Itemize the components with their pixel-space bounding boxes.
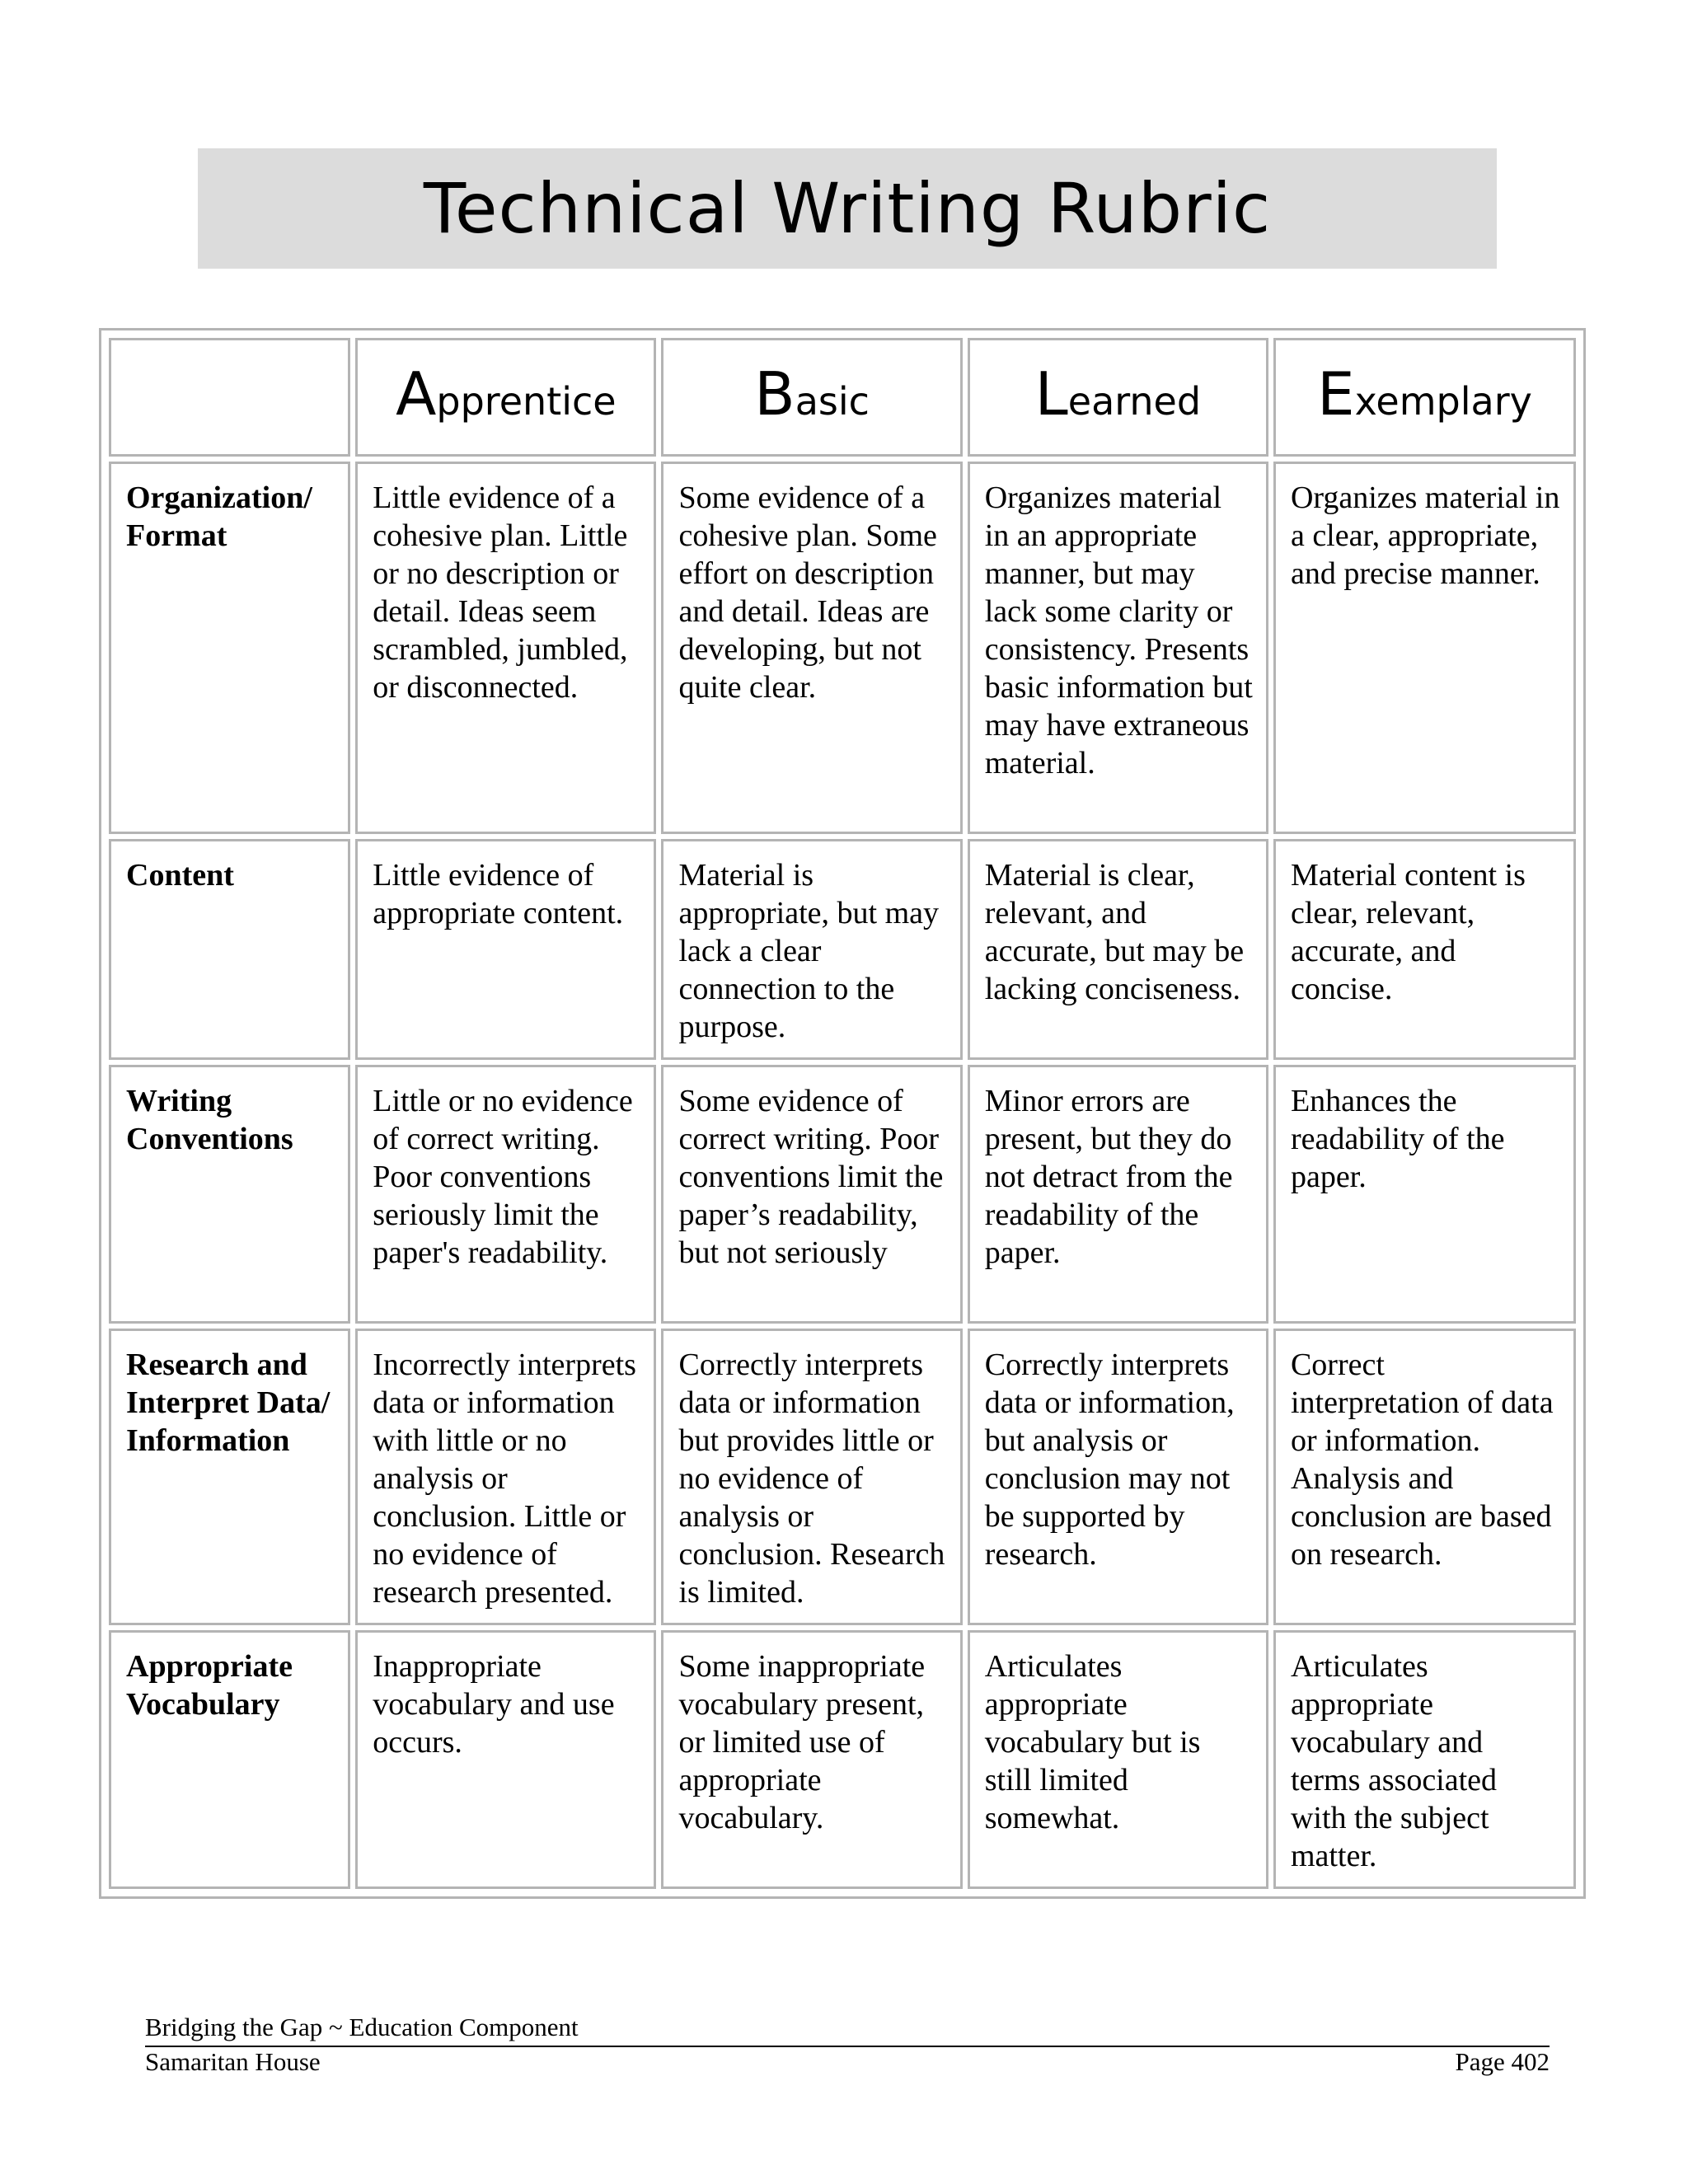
header-corner-cell	[109, 338, 350, 457]
level-header-basic	[661, 338, 962, 457]
table-row	[109, 1329, 1576, 1625]
rubric-cell: Some evidence of a cohesive plan. Some effort on description and detail. Ideas are developing, but not quite clear.	[661, 462, 962, 834]
table-row	[109, 1630, 1576, 1889]
rubric-cell: Organizes material in a clear, appropriate, and precise manner.	[1273, 462, 1576, 834]
rubric-cell: Some inappropriate vocabulary present, or limited use of appropriate vocabulary.	[661, 1630, 962, 1889]
criterion-research-interpret-data: Research and Interpret Data/ Information	[109, 1329, 350, 1625]
level-header-exemplary	[1273, 338, 1576, 457]
rubric-cell: Material is clear, relevant, and accurate, but may be lacking conciseness.	[968, 839, 1268, 1060]
rubric-cell: Correctly interprets data or information but provides little or no evidence of analysis or conclusion. Research is limited.	[661, 1329, 962, 1625]
rubric-cell: Minor errors are present, but they do not detract from the readability of the paper.	[968, 1065, 1268, 1324]
rubric-cell: Correct interpretation of data or information. Analysis and conclusion are based on research.	[1273, 1329, 1576, 1625]
page-title: Technical Writing Rubric	[423, 168, 1272, 249]
level-header-learned	[968, 338, 1268, 457]
table-row	[109, 1065, 1576, 1324]
criterion-content: Content	[109, 839, 350, 1060]
level-label: Learned	[1034, 359, 1202, 429]
rubric-cell: Incorrectly interprets data or information with little or no analysis or conclusion. Little or no evidence of research presented.	[355, 1329, 656, 1625]
rubric-table-frame	[99, 328, 1586, 1899]
footer-organization: Samaritan House	[145, 2047, 321, 2076]
title-banner	[198, 148, 1497, 269]
rubric-cell: Little evidence of a cohesive plan. Little or no description or detail. Ideas seem scrambled, jumbled, or disconnected.	[355, 462, 656, 834]
rubric-cell: Articulates appropriate vocabulary but is still limited somewhat.	[968, 1630, 1268, 1889]
criterion-organization-format: Organization/ Format	[109, 462, 350, 834]
rubric-cell: Inappropriate vocabulary and use occurs.	[355, 1630, 656, 1889]
table-row	[109, 839, 1576, 1060]
rubric-cell: Little evidence of appropriate content.	[355, 839, 656, 1060]
rubric-cell: Material is appropriate, but may lack a clear connection to the purpose.	[661, 839, 962, 1060]
footer-page-number: Page 402	[1455, 2047, 1550, 2076]
rubric-cell: Articulates appropriate vocabulary and terms associated with the subject matter.	[1273, 1630, 1576, 1889]
rubric-cell: Little or no evidence of correct writing. Poor conventions seriously limit the paper's readability.	[355, 1065, 656, 1324]
level-label: Apprentice	[396, 359, 617, 429]
rubric-cell: Enhances the readability of the paper.	[1273, 1065, 1576, 1324]
criterion-writing-conventions: Writing Conventions	[109, 1065, 350, 1324]
rubric-cell: Correctly interprets data or information, but analysis or conclusion may not be supported by research.	[968, 1329, 1268, 1625]
footer-bottom	[145, 2047, 1550, 2077]
criterion-appropriate-vocabulary: Appropriate Vocabulary	[109, 1630, 350, 1889]
rubric-cell: Some evidence of correct writing. Poor conventions limit the paper’s readability, but not seriously	[661, 1065, 962, 1324]
level-header-apprentice	[355, 338, 656, 457]
footer-title: Bridging the Gap ~ Education Component	[145, 2013, 1550, 2047]
level-label: Basic	[754, 359, 870, 429]
header-row	[109, 338, 1576, 457]
rubric-table	[104, 333, 1581, 1894]
rubric-cell: Organizes material in an appropriate manner, but may lack some clarity or consistency. Presents basic information but may have extraneous material.	[968, 462, 1268, 834]
rubric-cell: Material content is clear, relevant, accurate, and concise.	[1273, 839, 1576, 1060]
table-row	[109, 462, 1576, 834]
level-label: Exemplary	[1317, 359, 1532, 429]
